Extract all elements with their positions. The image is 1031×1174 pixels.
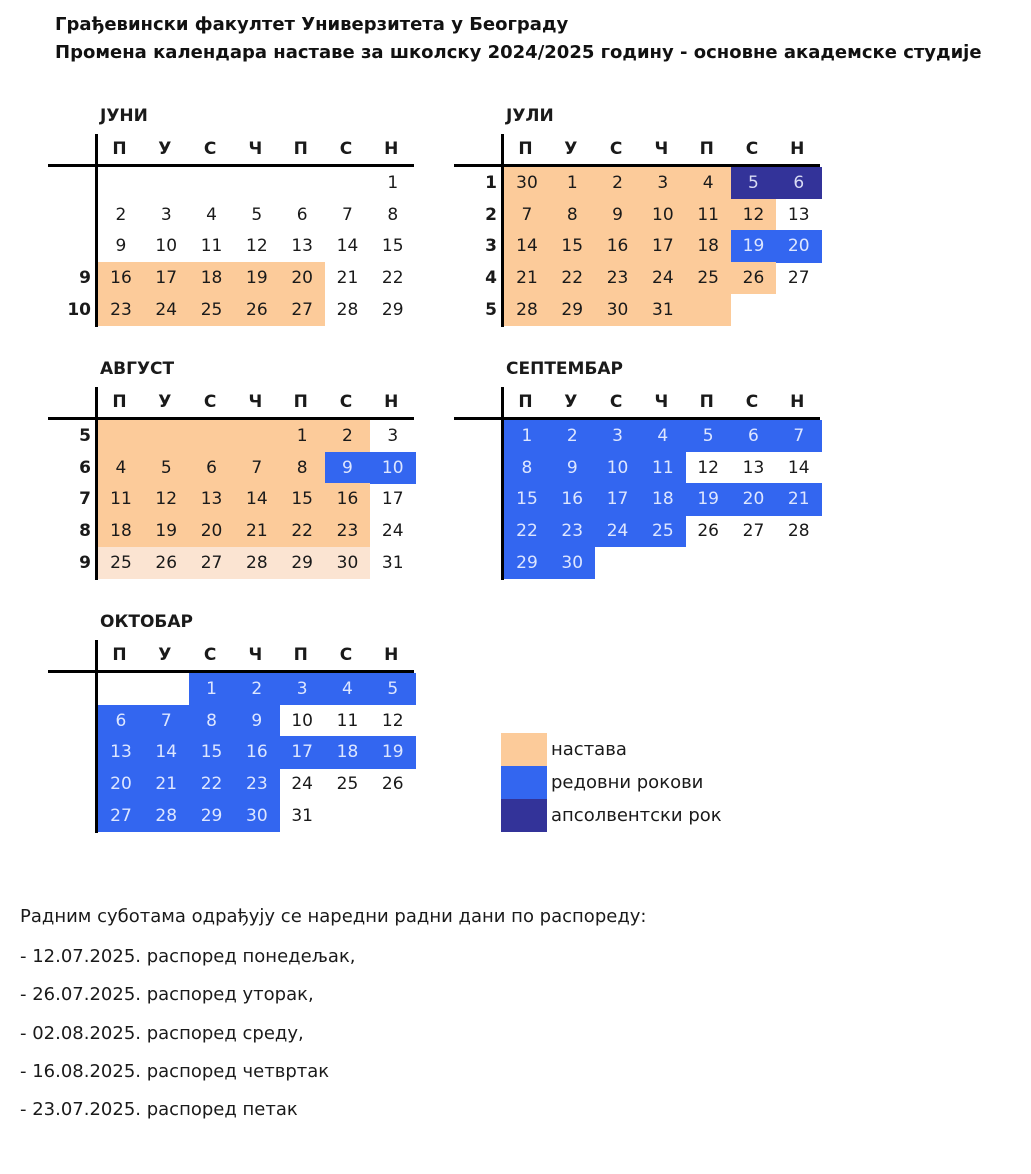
calendar-day [325, 167, 371, 199]
week-number [61, 705, 91, 737]
weekday-header: С [745, 139, 759, 159]
weekday-header: Н [384, 645, 399, 665]
calendar-day: 3 [595, 420, 641, 452]
calendar-day: 12 [697, 457, 719, 478]
weekday-header: П [518, 392, 533, 412]
week-number [467, 483, 497, 515]
calendar-day [98, 673, 144, 705]
weekday-header: С [339, 139, 353, 159]
calendar-day: 20 [189, 515, 235, 547]
legend-swatch-nastava [501, 733, 547, 766]
week-number: 2 [485, 204, 497, 225]
week-number: 4 [485, 268, 497, 289]
week-number: 1 [485, 173, 497, 193]
calendar-day: 5 [731, 167, 777, 199]
calendar-day: 9 [549, 452, 595, 484]
calendar-day: 9 [115, 236, 127, 257]
calendar-day: 7 [342, 204, 353, 225]
calendar-day: 23 [234, 768, 280, 800]
calendar-day: 9 [595, 199, 641, 231]
calendar-day: 26 [234, 294, 280, 326]
weekday-header: Ч [654, 392, 669, 412]
calendar-day: 1 [387, 173, 399, 193]
calendar-day: 6 [776, 167, 822, 199]
calendar-day: 29 [381, 299, 404, 320]
calendar-day [595, 547, 641, 579]
calendar-day: 14 [787, 457, 810, 478]
calendar-day [731, 294, 777, 326]
calendar-day: 10 [370, 452, 416, 484]
calendar-day: 8 [189, 705, 235, 737]
weekday-header: Ч [248, 139, 263, 159]
calendar-day: 3 [160, 204, 172, 225]
calendar-day: 22 [189, 768, 235, 800]
calendar-day: 31 [291, 805, 313, 826]
weekday-header: У [158, 139, 172, 159]
calendar-day: 22 [549, 262, 595, 294]
calendar-day [325, 800, 371, 832]
calendar-day [234, 420, 280, 452]
month-name: СЕПТЕМБАР [506, 359, 624, 379]
legend-swatch-redovni [501, 766, 547, 799]
calendar-day: 29 [504, 547, 550, 579]
calendar-day: 15 [504, 483, 550, 515]
calendar-day: 17 [640, 230, 686, 262]
weekday-header: С [203, 645, 217, 665]
calendar-day: 8 [549, 199, 595, 231]
calendar-day [98, 420, 144, 452]
calendar-day: 20 [98, 768, 144, 800]
weekday-header: У [564, 392, 578, 412]
calendar-day: 28 [787, 521, 810, 542]
calendar-day: 31 [381, 552, 404, 573]
calendar-day: 10 [640, 199, 686, 231]
week-number: 3 [485, 236, 497, 257]
week-number [61, 736, 91, 768]
calendar-day: 5 [143, 452, 189, 484]
legend-swatch-apsolventski [501, 799, 547, 832]
calendar-day: 2 [234, 673, 280, 705]
calendar-day: 29 [189, 800, 235, 832]
calendar-day: 5 [370, 673, 416, 705]
calendar-day: 10 [155, 236, 178, 257]
weekday-header: С [339, 392, 353, 412]
weekday-header: С [609, 392, 623, 412]
calendar-day: 17 [143, 262, 189, 294]
calendar-day: 11 [200, 236, 223, 257]
calendar-day [189, 167, 235, 199]
calendar-day: 30 [549, 547, 595, 579]
calendar-day: 13 [291, 236, 313, 257]
calendar-day: 23 [549, 515, 595, 547]
legend-label: настава [551, 739, 627, 760]
calendar-day: 13 [98, 736, 144, 768]
week-number [61, 230, 91, 262]
calendar-day: 16 [98, 262, 144, 294]
calendar-day: 2 [115, 204, 127, 225]
calendar-day: 23 [325, 515, 371, 547]
note-item: - 23.07.2025. распоред петак [20, 1099, 298, 1120]
weekday-header: П [112, 392, 127, 412]
calendar-day: 4 [206, 204, 217, 225]
calendar-day: 25 [685, 262, 731, 294]
note-item: - 16.08.2025. распоред четвртак [20, 1061, 330, 1082]
weekday-header: Ч [248, 392, 263, 412]
calendar-day: 14 [143, 736, 189, 768]
calendar-day: 27 [787, 268, 810, 289]
calendar-day: 28 [234, 547, 280, 579]
calendar-day: 25 [336, 774, 359, 795]
calendar-day: 25 [640, 515, 686, 547]
weekday-header: П [293, 392, 308, 412]
weekday-header: Н [790, 139, 805, 159]
calendar-day: 15 [549, 230, 595, 262]
week-number [61, 167, 91, 199]
calendar-day: 6 [296, 204, 308, 225]
calendar-day: 26 [143, 547, 189, 579]
calendar-day: 26 [381, 774, 404, 795]
calendar-day: 29 [549, 294, 595, 326]
weekday-header: П [293, 139, 308, 159]
weekday-header: П [699, 392, 714, 412]
weekday-header: С [609, 139, 623, 159]
weekday-header: П [112, 645, 127, 665]
calendar-day: 8 [504, 452, 550, 484]
calendar-day: 2 [549, 420, 595, 452]
calendar-day: 24 [595, 515, 641, 547]
weekday-header: У [158, 392, 172, 412]
calendar-day: 29 [279, 547, 325, 579]
calendar-day: 18 [640, 483, 686, 515]
calendar-day: 27 [742, 521, 765, 542]
calendar-day: 14 [504, 230, 550, 262]
calendar-day: 13 [742, 457, 765, 478]
calendar-day: 7 [776, 420, 822, 452]
calendar-day: 18 [325, 736, 371, 768]
calendar-day: 1 [189, 673, 235, 705]
calendar-day [370, 800, 416, 832]
calendar-day: 1 [549, 167, 595, 199]
calendar-day: 28 [336, 299, 359, 320]
calendar-day: 14 [234, 483, 280, 515]
calendar-day: 3 [387, 426, 399, 446]
calendar-day: 24 [291, 774, 313, 795]
calendar-day [234, 167, 280, 199]
calendar-day: 19 [370, 736, 416, 768]
document-subtitle: Промена календара наставе за школску 2024/2025 годину - основне академске студије [55, 42, 982, 63]
calendar-day: 11 [98, 483, 144, 515]
calendar-day [685, 547, 731, 579]
calendar-day: 12 [246, 236, 268, 257]
calendar-day: 24 [143, 294, 189, 326]
weekday-header: Н [790, 392, 805, 412]
calendar-day: 1 [279, 420, 325, 452]
calendar-day: 4 [640, 420, 686, 452]
weekday-header: П [699, 139, 714, 159]
week-number [467, 452, 497, 484]
calendar-day [143, 167, 189, 199]
calendar-day: 3 [640, 167, 686, 199]
calendar-day: 13 [189, 483, 235, 515]
weekday-header: Ч [248, 645, 263, 665]
week-number [61, 199, 91, 231]
calendar-day: 5 [251, 204, 263, 225]
calendar-day: 24 [640, 262, 686, 294]
week-number [467, 547, 497, 579]
calendar-day: 27 [189, 547, 235, 579]
note-item: - 02.08.2025. распоред среду, [20, 1023, 304, 1044]
calendar-day [776, 547, 822, 579]
calendar-day: 26 [731, 262, 777, 294]
week-number: 5 [485, 299, 497, 320]
calendar-day: 19 [685, 483, 731, 515]
legend-label: редовни рокови [551, 772, 704, 793]
month-name: ЈУЛИ [506, 106, 554, 126]
calendar-day [98, 167, 144, 199]
calendar-day: 6 [98, 705, 144, 737]
calendar-day: 19 [143, 515, 189, 547]
calendar-day: 16 [325, 483, 371, 515]
calendar-day: 22 [279, 515, 325, 547]
calendar-day: 5 [685, 420, 731, 452]
legend-item-nastava [501, 733, 801, 766]
calendar-day: 28 [143, 800, 189, 832]
calendar-day: 26 [697, 521, 719, 542]
calendar-day: 4 [98, 452, 144, 484]
calendar-day: 21 [143, 768, 189, 800]
weekday-header: С [339, 645, 353, 665]
calendar-day: 3 [279, 673, 325, 705]
calendar-day: 25 [98, 547, 144, 579]
calendar-day: 2 [595, 167, 641, 199]
weekday-header: У [564, 139, 578, 159]
calendar-day: 17 [595, 483, 641, 515]
calendar-day: 20 [731, 483, 777, 515]
calendar-day: 18 [189, 262, 235, 294]
calendar-day [143, 420, 189, 452]
calendar-day: 12 [731, 199, 777, 231]
week-number: 9 [79, 552, 91, 573]
legend-item-redovni [501, 766, 801, 799]
note-item: - 12.07.2025. распоред понедељак, [20, 946, 356, 967]
calendar-day: 28 [504, 294, 550, 326]
notes-intro: Радним суботама одрађују се наредни радни дани по распореду: [20, 906, 647, 927]
week-number: 6 [79, 457, 91, 478]
weekday-header: С [203, 139, 217, 159]
calendar-day: 18 [685, 230, 731, 262]
weekday-header: Н [384, 139, 399, 159]
week-number: 9 [79, 268, 91, 289]
weekday-header: У [158, 645, 172, 665]
calendar-day: 12 [143, 483, 189, 515]
calendar-day: 10 [595, 452, 641, 484]
calendar-day: 21 [234, 515, 280, 547]
week-number [467, 420, 497, 452]
calendar-day: 20 [776, 230, 822, 262]
calendar-day [685, 294, 731, 326]
calendar-day: 10 [291, 710, 313, 731]
calendar-day: 15 [381, 236, 404, 257]
calendar-day: 27 [279, 294, 325, 326]
calendar-day: 27 [98, 800, 144, 832]
calendar-day: 1 [504, 420, 550, 452]
calendar-day: 13 [787, 204, 810, 225]
week-number: 7 [79, 489, 91, 510]
note-item: - 26.07.2025. распоред уторак, [20, 984, 314, 1005]
calendar-day: 12 [381, 710, 404, 731]
calendar-day [143, 673, 189, 705]
calendar-day: 15 [279, 483, 325, 515]
week-number: 5 [79, 426, 91, 446]
calendar-day: 7 [234, 452, 280, 484]
calendar-day: 15 [189, 736, 235, 768]
calendar-day: 21 [776, 483, 822, 515]
calendar-day: 22 [381, 268, 404, 289]
calendar-day: 6 [731, 420, 777, 452]
weekday-header: П [518, 139, 533, 159]
calendar-day: 14 [336, 236, 359, 257]
calendar-day: 9 [234, 705, 280, 737]
calendar-day [189, 420, 235, 452]
month-name: АВГУСТ [100, 359, 175, 379]
calendar-day: 30 [325, 547, 371, 579]
calendar-day: 11 [685, 199, 731, 231]
calendar-day [776, 294, 822, 326]
legend-label: апсолвентски рок [551, 805, 722, 826]
calendar-day: 22 [504, 515, 550, 547]
calendar-day: 19 [234, 262, 280, 294]
calendar-day: 17 [279, 736, 325, 768]
week-number [61, 800, 91, 832]
calendar-day: 30 [595, 294, 641, 326]
weekday-header: Н [384, 392, 399, 412]
calendar-day: 9 [325, 452, 371, 484]
calendar-day: 17 [381, 489, 404, 510]
calendar-day [731, 547, 777, 579]
calendar-day: 16 [549, 483, 595, 515]
calendar-day: 4 [685, 167, 731, 199]
week-number: 10 [67, 299, 91, 320]
calendar-day: 7 [504, 199, 550, 231]
calendar-day: 20 [279, 262, 325, 294]
month-name: ЈУНИ [100, 106, 148, 126]
calendar-day: 24 [381, 521, 404, 542]
calendar-day: 11 [336, 710, 359, 731]
calendar-day: 4 [325, 673, 371, 705]
calendar-day: 11 [640, 452, 686, 484]
calendar-day: 16 [234, 736, 280, 768]
calendar-day [640, 547, 686, 579]
calendar-day: 21 [504, 262, 550, 294]
weekday-header: П [293, 645, 308, 665]
weekday-header: С [745, 392, 759, 412]
calendar-day: 30 [234, 800, 280, 832]
calendar-day: 25 [189, 294, 235, 326]
calendar-day: 8 [279, 452, 325, 484]
calendar-day: 23 [595, 262, 641, 294]
calendar-day: 6 [189, 452, 235, 484]
weekday-header: Ч [654, 139, 669, 159]
weekday-header: С [203, 392, 217, 412]
calendar-day: 19 [731, 230, 777, 262]
week-number [61, 768, 91, 800]
calendar-day: 21 [336, 268, 359, 289]
week-number [61, 673, 91, 705]
calendar-day: 16 [595, 230, 641, 262]
month-name: ОКТОБАР [100, 612, 193, 632]
week-number: 8 [79, 521, 91, 542]
calendar-day: 23 [98, 294, 144, 326]
calendar-day: 7 [143, 705, 189, 737]
calendar-day: 30 [504, 167, 550, 199]
calendar-day [279, 167, 325, 199]
week-number [467, 515, 497, 547]
calendar-day: 18 [98, 515, 144, 547]
legend-item-apsolventski [501, 799, 801, 832]
calendar-day: 8 [387, 204, 399, 225]
weekday-header: П [112, 139, 127, 159]
calendar-day: 31 [640, 294, 686, 326]
calendar-day: 2 [325, 420, 371, 452]
document-title: Грађевински факултет Универзитета у Београду [55, 14, 569, 35]
